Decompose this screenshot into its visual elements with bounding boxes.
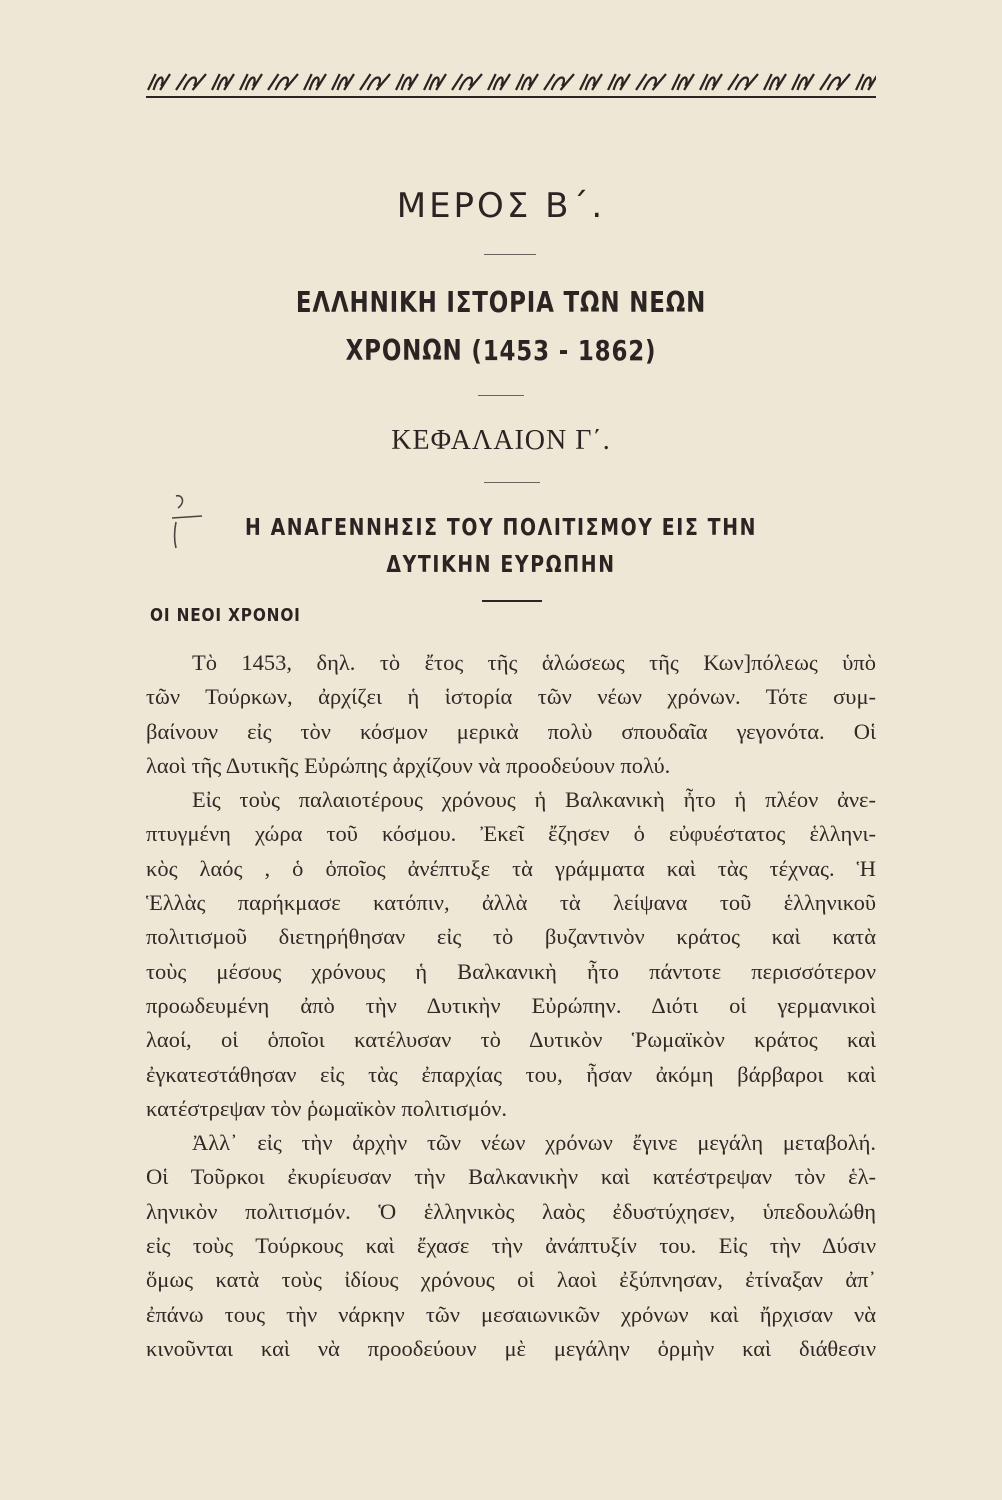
ornament-underline xyxy=(146,96,876,98)
ornament-motif xyxy=(516,74,538,90)
decorative-border-ornament xyxy=(146,66,876,98)
divider-rule xyxy=(478,395,524,396)
ornament-motif xyxy=(700,74,722,90)
ornament-motif xyxy=(856,74,876,90)
text-line: λαοί, οἱ ὁποῖοι κατέλυσαν τὸ Δυτικὸν Ῥωμαϊκὸν κράτος καὶ xyxy=(146,1027,876,1053)
ornament-motif xyxy=(148,74,170,90)
text-line: κὸς λαός , ὁ ὁποῖος ἀνέπτυξε τὰ γράμματα καὶ τὰς τέχνας. Ἡ xyxy=(146,855,876,881)
ornament-motif xyxy=(728,74,758,90)
text-line: βαίνουν εἰς τὸν κόσμον μερικὰ πολὺ σπουδαῖα γεγονότα. Οἱ xyxy=(146,718,876,744)
ornament-motif xyxy=(176,74,206,90)
ornament-motif xyxy=(820,74,850,90)
ornament-motif xyxy=(396,74,418,90)
text-line: κινοῦνται καὶ νὰ προοδεύουν μὲ μεγάλην ὁρμὴν καὶ διάθεσιν xyxy=(146,1335,876,1361)
text-line: ἐγκατεστάθησαν εἰς τὰς ἐπαρχίας του, ἦσαν ἀκόμη βάρβαροι καὶ xyxy=(146,1061,876,1087)
text-line: κατέστρεψαν τὸν ῥωμαϊκὸν πολιτισμόν. xyxy=(146,1095,507,1121)
ornament-motif xyxy=(452,74,482,90)
chapter-heading: ΚΕΦΑΛΑΙΟΝ Γ΄. xyxy=(391,425,611,456)
text-line: πτυγμένη χώρα τοῦ κόσμου. Ἐκεῖ ἔζησεν ὁ εὐφυέστατος ἑλληνι- xyxy=(146,821,876,847)
main-title-line-1: ΕΛΛΗΝΙΚΗ ΙΣΤΟΡΙΑ ΤΩΝ ΝΕΩΝ xyxy=(295,286,707,319)
ornament-motif xyxy=(360,74,390,90)
section-title-line-2: ΔΥΤΙΚΗΝ ΕΥΡΩΠΗΝ xyxy=(386,552,616,578)
text-line: τῶν Τούρκων, ἀρχίζει ἡ ἱστορία τῶν νέων χρόνων. Τότε συμ- xyxy=(146,684,876,710)
text-line: τοὺς μέσους χρόνους ἡ Βαλκανικὴ ἦτο πάντοτε περισσότερον xyxy=(146,958,876,984)
ornament-motif xyxy=(212,74,234,90)
text-line: Ἀλλ᾿ εἰς τὴν ἀρχὴν τῶν νέων χρόνων ἔγινε μεγάλη μεταβολή. xyxy=(192,1130,876,1156)
ornament-motif xyxy=(608,74,630,90)
text-line: ληνικὸν πολιτισμόν. Ὁ ἑλληνικὸς λαὸς ἐδυστύχησεν, ὑπεδουλώθη xyxy=(146,1198,876,1224)
text-line: Οἱ Τοῦρκοι ἐκυρίευσαν τὴν Βαλκανικὴν καὶ κατέστρεψαν τὸν ἑλ- xyxy=(146,1164,876,1190)
body-text xyxy=(146,646,876,1366)
ornament-motif xyxy=(304,74,326,90)
text-line: Εἰς τοὺς παλαιοτέρους χρόνους ἡ Βαλκανικὴ ἦτο ἡ πλέον ἀνε- xyxy=(192,787,876,813)
section-title-line-1: Η ΑΝΑΓΕΝΝΗΣΙΣ ΤΟΥ ΠΟΛΙΤΙΣΜΟΥ ΕΙΣ ΤΗΝ xyxy=(244,515,758,541)
ornament-motif xyxy=(544,74,574,90)
ornament-motif xyxy=(424,74,446,90)
part-title: ΜΕΡΟΣ Β΄. xyxy=(396,186,606,226)
main-title-line-2: ΧΡΟΝΩΝ (1453 - 1862) xyxy=(345,334,657,367)
text-line: λαοὶ τῆς Δυτικῆς Εὐρώπης ἀρχίζουν νὰ προοδεύουν πολύ. xyxy=(146,752,671,778)
text-line: ἐπάνω τους τὴν νάρκην τῶν μεσαιωνικῶν χρόνων καὶ ἤρχισαν νὰ xyxy=(146,1301,876,1327)
ornament-motif xyxy=(580,74,602,90)
ornament-motif xyxy=(792,74,814,90)
divider-rule xyxy=(484,482,540,483)
divider-rule xyxy=(484,254,536,255)
ornament-motif xyxy=(240,74,262,90)
ornament-motif xyxy=(764,74,786,90)
ornament-motif xyxy=(332,74,354,90)
text-line: ὅμως κατὰ τοὺς ἰδίους χρόνους οἱ λαοὶ ἐξύπνησαν, ἐτίναξαν ἀπ᾿ xyxy=(146,1267,876,1293)
text-line: Ἑλλὰς παρήκμασε κατόπιν, ἀλλὰ τὰ λείψανα τοῦ ἑλληνικοῦ xyxy=(146,890,876,916)
subheading: ΟΙ ΝΕΟΙ ΧΡΟΝΟΙ xyxy=(150,605,301,626)
ornament-motif xyxy=(488,74,510,90)
text-line: πολιτισμοῦ διετηρήθησαν εἰς τὸ βυζαντινὸν κράτος καὶ κατὰ xyxy=(146,924,876,950)
ornament-motif xyxy=(268,74,298,90)
ornament-motif xyxy=(636,74,666,90)
divider-rule xyxy=(482,600,542,602)
text-line: Τὸ 1453, δηλ. τὸ ἔτος τῆς ἁλώσεως τῆς Κων]πόλεως ὑπὸ xyxy=(192,650,876,675)
text-line: προωδευμένη ἀπὸ τὴν Δυτικὴν Εὐρώπην. Διότι οἱ γερμανικοὶ xyxy=(146,992,876,1018)
ornament-motif xyxy=(672,74,694,90)
text-line: εἰς τοὺς Τούρκους καὶ ἔχασε τὴν ἀνάπτυξίν του. Εἰς τὴν Δύσιν xyxy=(146,1233,876,1259)
